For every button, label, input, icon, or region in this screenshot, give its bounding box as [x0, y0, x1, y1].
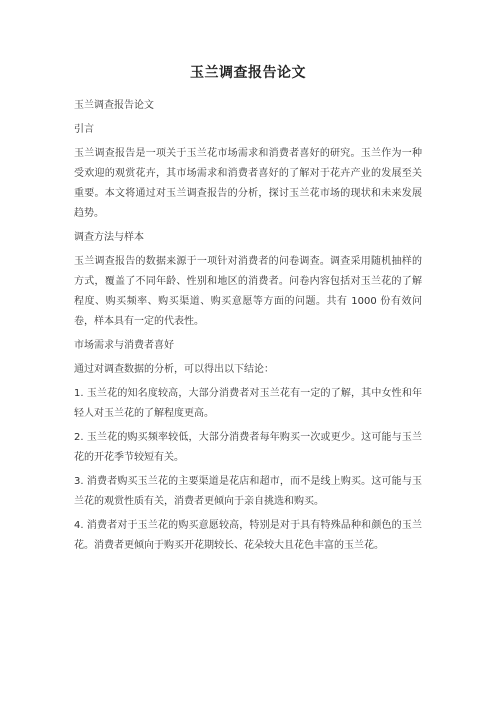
intro-heading: 引言	[74, 124, 94, 135]
market-intro-paragraph: 通过对调查数据的分析，可以得出以下结论：	[74, 364, 274, 375]
market-heading: 市场需求与消费者喜好	[74, 340, 174, 351]
finding-item-4: 4. 消费者对于玉兰花的购买意愿较高，特别是对于具有特殊品种和颜色的玉兰花。消费者更倾向于购买开花期较长、花朵较大且花色丰富的玉兰花。	[74, 520, 422, 551]
document-title: 玉兰调查报告论文	[190, 65, 306, 81]
method-paragraph: 玉兰调查报告的数据来源于一项针对消费者的问卷调查。调查采用随机抽样的方式，覆盖了不同年龄、性别和地区的消费者。问卷内容包括对玉兰花的了解程度、购买频率、购买渠道、购买意愿等方面的问题。共有 1000 份有效问卷，样本具有一定的代表性。	[74, 256, 422, 327]
finding-item-3: 3. 消费者购买玉兰花的主要渠道是花店和超市，而不是线上购买。这可能与玉兰花的观赏性质有关，消费者更倾向于亲自挑选和购买。	[74, 476, 422, 507]
finding-item-2: 2. 玉兰花的购买频率较低，大部分消费者每年购买一次或更少。这可能与玉兰花的开花季节较短有关。	[74, 432, 422, 463]
finding-item-1: 1. 玉兰花的知名度较高，大部分消费者对玉兰花有一定的了解，其中女性和年轻人对玉兰花的了解程度更高。	[74, 388, 422, 419]
intro-paragraph: 玉兰调查报告是一项关于玉兰花市场需求和消费者喜好的研究。玉兰作为一种受欢迎的观赏花卉，其市场需求和消费者喜好的了解对于花卉产业的发展至关重要。本文将通过对玉兰调查报告的分析，探讨玉兰花市场的现状和未来发展趋势。	[74, 148, 422, 219]
document-subtitle: 玉兰调查报告论文	[74, 100, 154, 111]
method-heading: 调查方法与样本	[74, 232, 144, 243]
